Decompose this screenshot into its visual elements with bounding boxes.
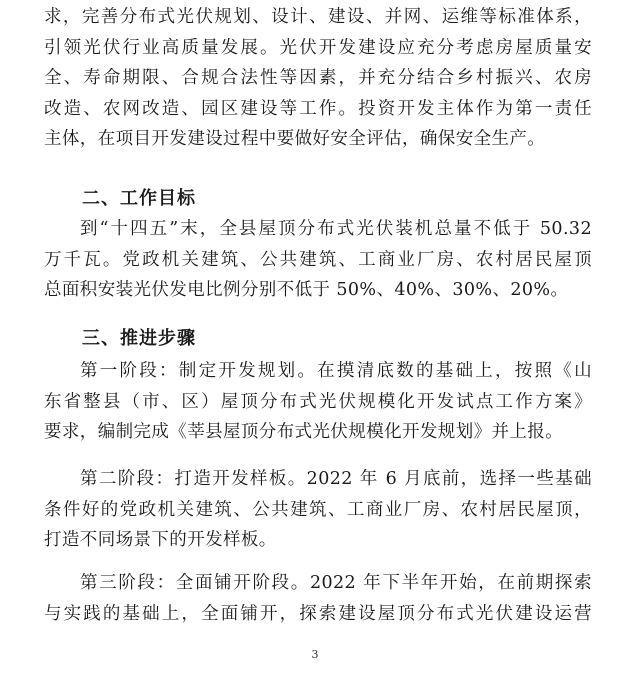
text-line: 第一阶段：制定开发规划。在摸清底数的基础上，按照《山: [80, 361, 592, 381]
text-line: 东省整县（市、区）屋顶分布式光伏规模化开发试点工作方案》: [44, 391, 592, 412]
section-heading-work-goals: 二、工作目标: [82, 188, 196, 209]
text-line: 求，完善分布式光伏规划、设计、建设、并网、运维等标准体系，: [44, 7, 592, 27]
paragraph-stage-three: [44, 568, 592, 629]
text-line: 要求，编制完成《莘县屋顶分布式光伏规模化开发规划》并上报。: [44, 422, 564, 442]
text-line: 全、寿命期限、合规合法性等因素，并充分结合乡村振兴、农房: [44, 68, 592, 88]
text-line: 第三阶段：全面铺开阶段。2022 年下半年开始，在前期探索: [80, 573, 592, 593]
text-line: 万千瓦。党政机关建筑、公共建筑、工商业厂房、农村居民屋顶: [44, 249, 592, 270]
text-line: 主体，在项目开发建设过程中要做好安全评估，确保安全生产。: [44, 129, 546, 149]
paragraph-work-goals: [44, 214, 592, 306]
text-line: 第二阶段：打造开发样板。2022 年 6 月底前，选择一些基础: [80, 469, 592, 489]
text-line: 总面积安装光伏发电比例分别不低于 50%、40%、30%、20%。: [44, 280, 569, 300]
paragraph-stage-one: [44, 356, 592, 448]
paragraph-standards: [44, 2, 592, 155]
text-line: 到“十四五”末，全县屋顶分布式光伏装机总量不低于 50.32: [80, 219, 592, 239]
text-line: 改造、农网改造、园区建设等工作。投资开发主体作为第一责任: [44, 98, 592, 119]
text-line: 条件好的党政机关建筑、公共建筑、工商业厂房、农村居民屋顶，: [44, 499, 592, 520]
text-line: 打造不同场景下的开发样板。: [44, 530, 277, 550]
text-line: 与实践的基础上，全面铺开，探索建设屋顶分布式光伏建设运营: [44, 603, 592, 624]
paragraph-stage-two: [44, 464, 592, 556]
text-line: 引领光伏行业高质量发展。光伏开发建设应充分考虑房屋质量安: [44, 37, 592, 58]
section-heading-steps: 三、推进步骤: [82, 328, 196, 349]
page-number: 3: [311, 648, 319, 661]
